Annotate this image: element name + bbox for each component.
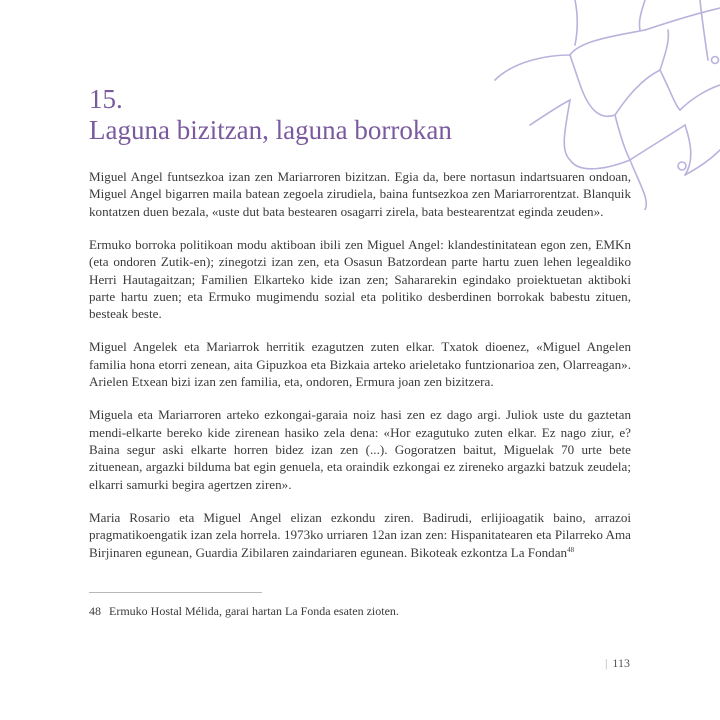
- footnote-number: 48: [89, 604, 101, 618]
- paragraph-1: Miguel Angel funtsezkoa izan zen Mariarroren bizitzan. Egia da, bere nortasun indartsuaren ondoan, Miguel Angel bigarren maila batean zegoela zirudiela, baina funtsezkoa zen Mariarrorentzat. Blanquik kontatzen duen bezala, «uste dut bata bestearen osagarri zirela, bata bestearentzat eginda zeuden».: [89, 169, 631, 219]
- paragraph-3: Miguel Angelek eta Mariarrok herritik ezagutzen zuten elkar. Txatok dioenez, «Miguel Angelen familia hona etorri zenean, aita Gipuzkoa eta Bizkaia arteko arieletako funtzionarioa zen, Olarreagan». Arielen Etxean bizi izan zen familia, eta, ondoren, Ermura joan zen bizitzera.: [89, 339, 631, 390]
- footnote-divider: [89, 592, 262, 593]
- body-text: [89, 168, 631, 577]
- footnote-text: Ermuko Hostal Mélida, garai hartan La Fonda esaten zioten.: [109, 604, 399, 618]
- chapter-title: Laguna bizitzan, laguna borrokan: [89, 115, 452, 145]
- page-number-value: 113: [612, 656, 630, 670]
- paragraph-5-text: Maria Rosario eta Miguel Angel elizan ezkondu ziren. Badirudi, erlijioagatik baino, arrazoi pragmatikoengatik izan zela horrela. 1973ko urriaren 12an izan zen: Hispanitatearen eta Pilarreko Ama Birjinaren egunean, Guardia Zibilaren zaindariaren egunean. Bikoteak ezkontza La Fondan: [89, 509, 631, 560]
- page-number: [605, 656, 630, 671]
- paragraph-5: [89, 509, 631, 561]
- page-number-separator: |: [605, 656, 608, 670]
- footnote: [89, 604, 399, 619]
- paragraph-4: Miguela eta Mariarroren arteko ezkongai-garaia noiz hasi zen ez dago argi. Juliok uste du gaztetan mendi-elkarte bereko kide zirenean hasiko zela dena: «Hor ezagutuko zuten elkar. Ez nago ziur, e? Baina segur aski elkarte horren bidez izan zen (...). Gogoratzen baitut, Miguelak 70 urte bete zituenean, argazki bilduma bat egin genuela, eta oraindik ezkongai ez zireneko argazki batzuk zeudela; elkarri samurki begira agertzen ziren».: [89, 407, 631, 492]
- footnote-reference[interactable]: 48: [567, 545, 575, 554]
- chapter-number: 15.: [89, 84, 123, 114]
- paragraph-2: Ermuko borroka politikoan modu aktiboan ibili zen Miguel Angel: klandestinitatean egon zen, EMKn (eta ondoren Zutik-en); zinegotzi izan zen, eta Osasun Batzordean parte hartu zuen lehen legealdiko Herri Hautagaitzan; Familien Elkarteko kide izan zen; Sahararekin egindako proiektuetan aktiboki parte hartu zuen; eta Ermuko mugimendu sozial eta politiko desberdinen borrokak babestu zituen, besteak beste.: [89, 236, 631, 322]
